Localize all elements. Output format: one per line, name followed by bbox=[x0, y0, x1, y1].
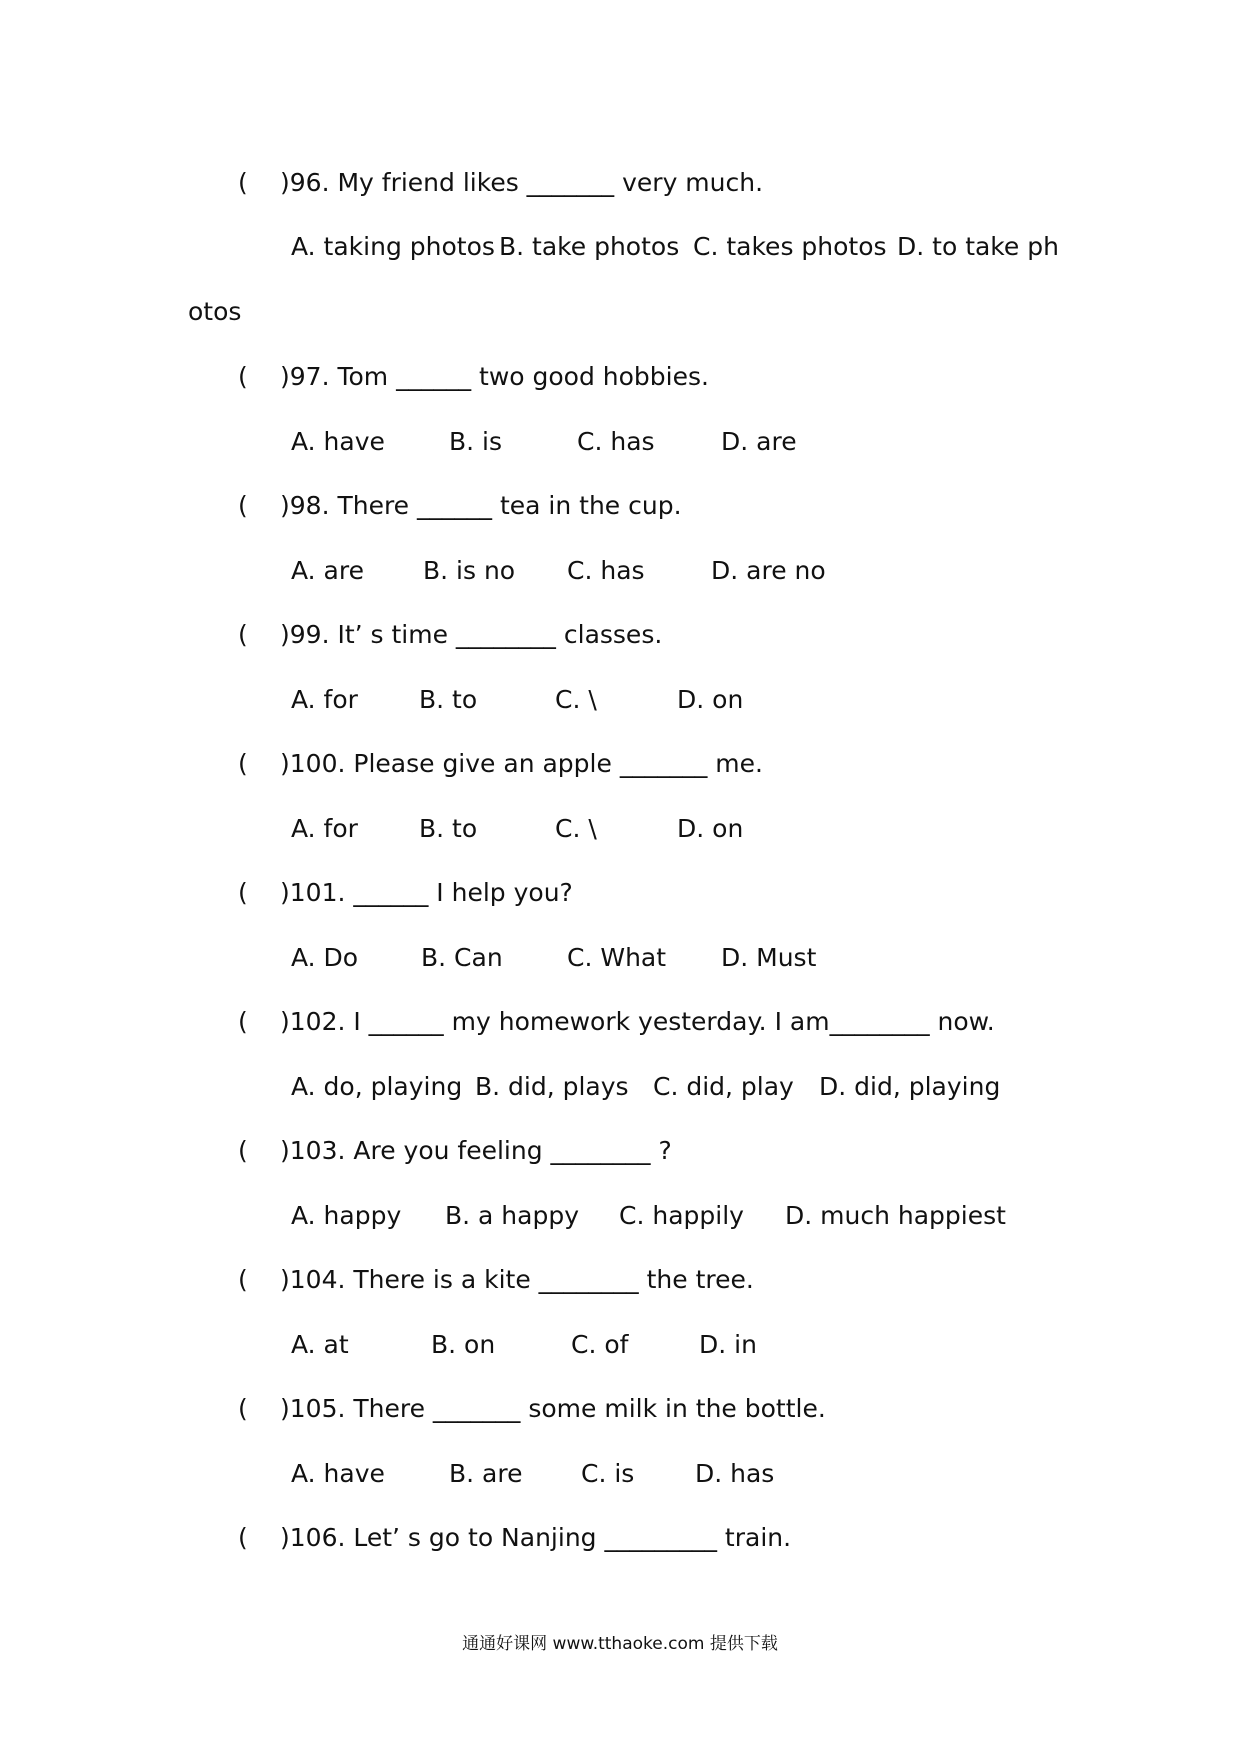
option-b: B. take photos bbox=[499, 232, 680, 261]
option-d: D. on bbox=[677, 814, 744, 843]
question-98 bbox=[238, 490, 682, 522]
option-c: C. \ bbox=[555, 814, 597, 843]
question-103 bbox=[238, 1135, 672, 1167]
option-d: D. are no bbox=[711, 556, 826, 585]
question-text: )97. Tom ______ two good hobbies. bbox=[280, 362, 709, 391]
option-a: A. for bbox=[291, 685, 358, 714]
question-text: )102. I ______ my homework yesterday. I am________ now. bbox=[280, 1007, 995, 1036]
option-b: B. are bbox=[449, 1459, 523, 1488]
question-text: )106. Let’ s go to Nanjing _________ train. bbox=[280, 1523, 792, 1552]
question-97 bbox=[238, 361, 709, 393]
option-d: D. on bbox=[677, 685, 744, 714]
option-d: D. to take ph bbox=[897, 232, 1059, 261]
option-c: C. What bbox=[567, 943, 667, 972]
question-106 bbox=[238, 1522, 791, 1554]
option-b: B. is bbox=[449, 427, 503, 456]
option-a: A. are bbox=[291, 556, 364, 585]
option-d: D. Must bbox=[721, 943, 817, 972]
option-a: A. taking photos bbox=[291, 232, 495, 261]
answer-paren: ( bbox=[238, 749, 248, 778]
page-footer: 通通好课网 www.tthaoke.com 提供下载 bbox=[462, 1634, 778, 1654]
option-c: C. has bbox=[567, 556, 645, 585]
answer-paren: ( bbox=[238, 878, 248, 907]
option-d: D. much happiest bbox=[785, 1201, 1006, 1230]
option-a: A. at bbox=[291, 1330, 349, 1359]
option-b: B. a happy bbox=[445, 1201, 580, 1230]
question-96 bbox=[238, 167, 763, 199]
question-105 bbox=[238, 1393, 826, 1425]
option-a: A. have bbox=[291, 427, 385, 456]
answer-paren: ( bbox=[238, 362, 248, 391]
answer-paren: ( bbox=[238, 1007, 248, 1036]
question-text: )104. There is a kite ________ the tree. bbox=[280, 1265, 754, 1294]
question-100 bbox=[238, 748, 763, 780]
option-b: B. on bbox=[431, 1330, 496, 1359]
option-c: C. \ bbox=[555, 685, 597, 714]
option-a: A. do, playing bbox=[291, 1072, 463, 1101]
question-99 bbox=[238, 619, 662, 651]
question-text: )96. My friend likes _______ very much. bbox=[280, 168, 764, 197]
answer-paren: ( bbox=[238, 620, 248, 649]
option-d: D. are bbox=[721, 427, 797, 456]
question-text: )100. Please give an apple _______ me. bbox=[280, 749, 763, 778]
option-b: B. did, plays bbox=[475, 1072, 629, 1101]
question-102 bbox=[238, 1006, 995, 1038]
options-96-continuation: otos bbox=[188, 297, 242, 326]
option-d: D. in bbox=[699, 1330, 757, 1359]
option-a: A. happy bbox=[291, 1201, 402, 1230]
option-b: B. to bbox=[419, 814, 478, 843]
option-c: C. takes photos bbox=[693, 232, 887, 261]
answer-paren: ( bbox=[238, 168, 248, 197]
option-a: A. Do bbox=[291, 943, 359, 972]
answer-paren: ( bbox=[238, 1265, 248, 1294]
question-101 bbox=[238, 877, 573, 909]
answer-paren: ( bbox=[238, 1523, 248, 1552]
option-b: B. Can bbox=[421, 943, 503, 972]
option-c: C. did, play bbox=[653, 1072, 794, 1101]
question-104 bbox=[238, 1264, 754, 1296]
question-text: )105. There _______ some milk in the bottle. bbox=[280, 1394, 826, 1423]
option-d: D. has bbox=[695, 1459, 775, 1488]
option-b: B. is no bbox=[423, 556, 516, 585]
question-text: )99. It’ s time ________ classes. bbox=[280, 620, 663, 649]
question-text: )103. Are you feeling ________ ? bbox=[280, 1136, 672, 1165]
option-c: C. of bbox=[571, 1330, 629, 1359]
question-text: )101. ______ I help you? bbox=[280, 878, 573, 907]
option-a: A. for bbox=[291, 814, 358, 843]
question-text: )98. There ______ tea in the cup. bbox=[280, 491, 682, 520]
option-c: C. has bbox=[577, 427, 655, 456]
option-c: C. is bbox=[581, 1459, 635, 1488]
option-d: D. did, playing bbox=[819, 1072, 1001, 1101]
option-c: C. happily bbox=[619, 1201, 744, 1230]
option-a: A. have bbox=[291, 1459, 385, 1488]
answer-paren: ( bbox=[238, 491, 248, 520]
option-b: B. to bbox=[419, 685, 478, 714]
answer-paren: ( bbox=[238, 1136, 248, 1165]
answer-paren: ( bbox=[238, 1394, 248, 1423]
